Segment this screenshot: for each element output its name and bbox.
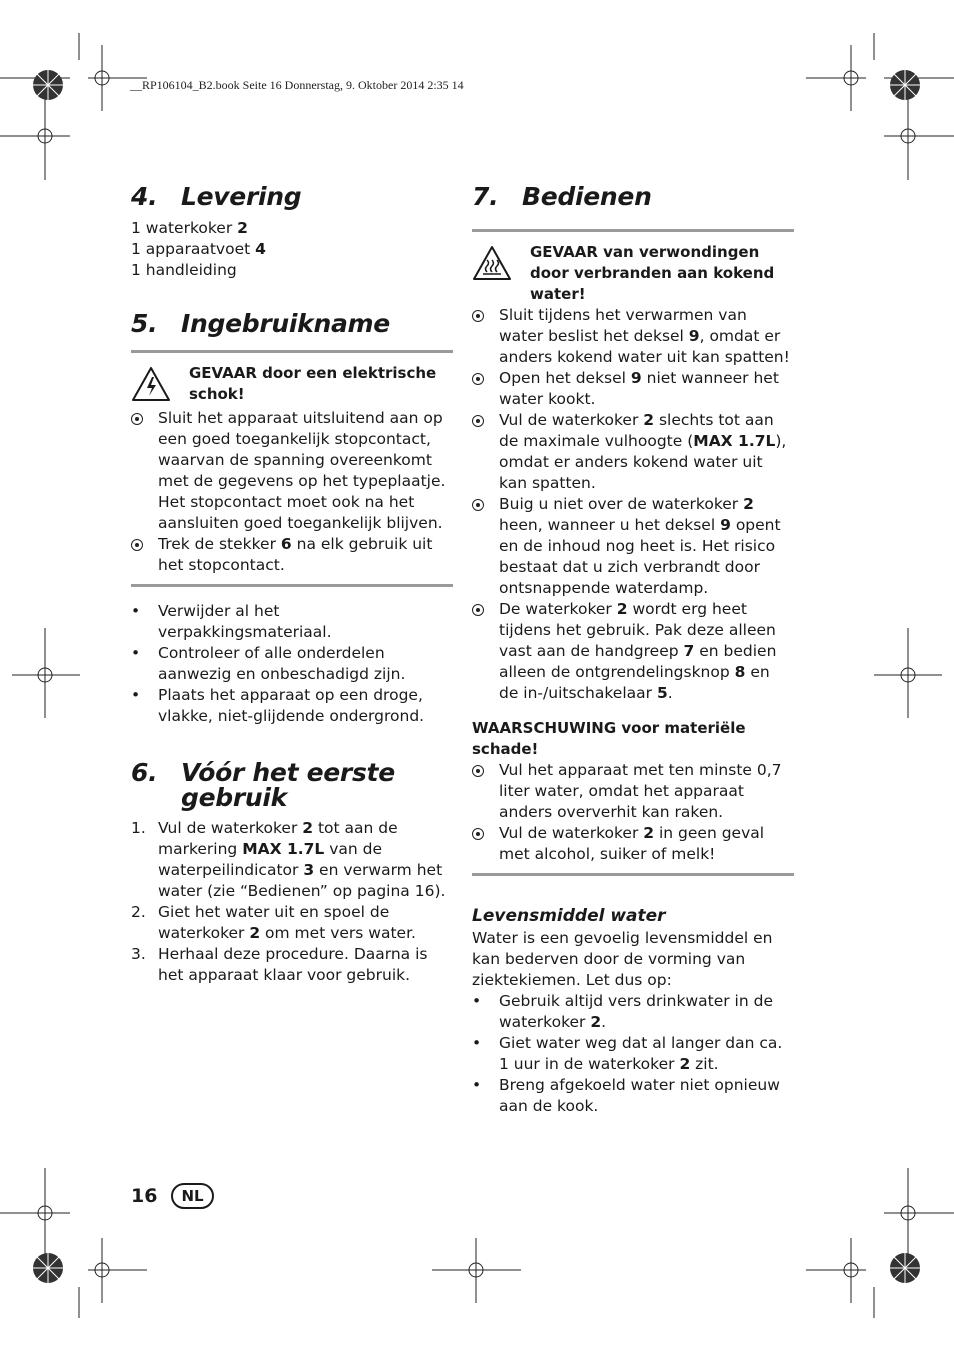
list-item: • Breng afgekoeld water niet opnieuw aan de kook. [472, 1076, 780, 1115]
circled-dot-icon [472, 415, 484, 427]
circled-dot-icon [472, 499, 484, 511]
step-item: 2. Giet het water uit en spoel de waterkoker 2 om met vers water. [131, 903, 416, 942]
circled-dot-icon [472, 310, 484, 322]
section-7-heading: 7. Bedienen [472, 182, 652, 211]
language-badge: NL [171, 1183, 213, 1209]
section-5-heading: 5. Ingebruikname [131, 309, 390, 338]
caution-item: Vul het apparaat met ten minste 0,7 liter water, omdat het apparaat anders oververhit kan raken. [472, 760, 794, 823]
delivery-list [131, 218, 453, 281]
circled-dot-icon [472, 765, 484, 777]
warning-item: Open het deksel 9 niet wanneer het water kookt. [472, 368, 794, 410]
caution-item: Vul de waterkoker 2 in geen geval met alcohol, suiker of melk! [472, 823, 794, 865]
list-item: • Verwijder al het verpakkingsmateriaal. [131, 602, 332, 641]
warning-item: De waterkoker 2 wordt erg heet tijdens het gebruik. Pak deze alleen vast aan de handgreep 7 en bedien alleen de ontgrendelingsknop 8 en de in-/uitschakelaar 5. [472, 599, 794, 704]
page-number: 16 [131, 1185, 158, 1207]
section-4-heading: 4. Levering [131, 182, 302, 211]
subsection-intro: Water is een gevoelig levensmiddel en kan bederven door de vorming van ziektekiemen. Let dus op: [472, 929, 773, 989]
high-voltage-warning-icon [131, 363, 189, 408]
section-6-heading: 6. Vóór het eerste gebruik [131, 758, 395, 812]
warning-item: Vul de waterkoker 2 slechts tot aan de maximale vulhoogte (MAX 1.7L), omdat er anders kokend water uit kan spatten. [472, 410, 794, 494]
list-item: • Controleer of alle onderdelen aanwezig en onbeschadigd zijn. [131, 644, 406, 683]
list-item: • Gebruik altijd vers drinkwater in de waterkoker 2. [472, 992, 773, 1031]
circled-dot-icon [131, 413, 143, 425]
right-column [472, 184, 794, 1117]
delivery-item: 1 waterkoker 2 [131, 219, 248, 237]
step-item: 3. Herhaal deze procedure. Daarna is het apparaat klaar voor gebruik. [131, 945, 428, 984]
subsection-heading: Levensmiddel water [472, 906, 666, 926]
circled-dot-icon [472, 373, 484, 385]
setup-bullets [131, 601, 453, 727]
warning-item: Buig u niet over de waterkoker 2 heen, wanneer u het deksel 9 opent en de inhoud nog heet is. Het risico bestaat dat u zich verbrandt door ontsnappende waterdamp. [472, 494, 794, 599]
caution-title: WAARSCHUWING voor materiële schade! [472, 719, 746, 758]
warning-title: GEVAAR van verwondingen door verbranden aan kokend water! [530, 243, 775, 303]
circled-dot-icon [131, 539, 143, 551]
step-item: 1. Vul de waterkoker 2 tot aan de markering MAX 1.7L van de waterpeilindicator 3 en verwarm het water (zie “Bedienen” op pagina 16). [131, 819, 446, 900]
first-use-steps [131, 818, 453, 986]
electric-warning-box [131, 350, 453, 587]
warning-item: Sluit het apparaat uitsluitend aan op een goed toegankelijk stopcontact, waarvan de spanning overeenkomt met de gegevens op het typeplaatje. Het stopcontact moet ook na het aansluiten goed toegankelijk blijven. [131, 408, 453, 534]
left-column [131, 184, 453, 986]
list-item: • Plaats het apparaat op een droge, vlakke, niet-glijdende ondergrond. [131, 686, 425, 725]
water-bullets [472, 991, 794, 1117]
list-item: • Giet water weg dat al langer dan ca. 1 uur in de waterkoker 2 zit. [472, 1034, 783, 1073]
delivery-item: 1 handleiding [131, 261, 237, 279]
circled-dot-icon [472, 604, 484, 616]
warning-item: Sluit tijdens het verwarmen van water beslist het deksel 9, omdat er anders kokend water uit kan spatten! [472, 305, 794, 368]
print-header: __RP106104_B2.book Seite 16 Donnerstag, 9. Oktober 2014 2:35 14 [130, 78, 464, 92]
warning-item: Trek de stekker 6 na elk gebruik uit het stopcontact. [131, 534, 453, 576]
delivery-item: 1 apparaatvoet 4 [131, 240, 266, 258]
hot-surface-warning-icon [472, 242, 530, 287]
page-footer [131, 1183, 214, 1209]
warning-title: GEVAAR door een elektrische schok! [189, 364, 437, 403]
burn-warning-box [472, 229, 794, 876]
circled-dot-icon [472, 828, 484, 840]
